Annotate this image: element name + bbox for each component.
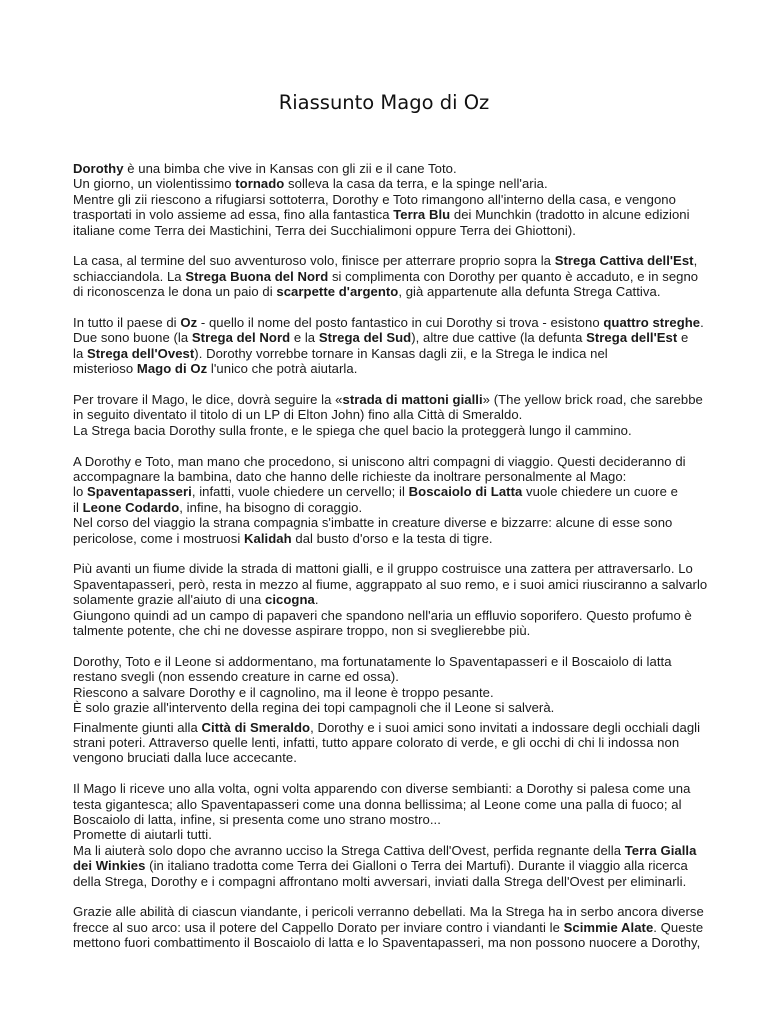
bold-term: Oz xyxy=(180,315,198,331)
paragraph xyxy=(73,315,704,377)
bold-term: Terra Blu xyxy=(393,207,451,223)
text-line: strani poteri. Attraverso quelle lenti, infatti, tutto appare colorato di verde, e gli occhi di chi li indossa non xyxy=(73,734,680,750)
paragraph xyxy=(73,561,708,639)
bold-term: Boscaiolo di Latta xyxy=(408,484,523,500)
text-line: Più avanti un fiume divide la strada di mattoni gialli, e il gruppo costruisce una zattera per attraversarlo. Lo xyxy=(73,561,693,577)
bold-term: Strega dell'Ovest xyxy=(86,345,195,361)
bold-term: Leone Codardo xyxy=(82,499,180,515)
text-line: Dorothy, Toto e il Leone si addormentano, ma fortunatamente lo Spaventapasseri e il Boscaiolo di latta xyxy=(73,653,672,669)
paragraph xyxy=(73,253,699,300)
bold-term: Strega dell'Est xyxy=(586,330,678,346)
text-line: lo Spaventapasseri, infatti, vuole chiedere un cervello; il Boscaiolo di Latta vuole chiedere un cuore e xyxy=(73,484,678,500)
text-line: vengono bruciati dalla luce accecante. xyxy=(73,750,297,766)
text-line: in seguito diventato il titolo di un LP di Elton John) fino alla Città di Smeraldo. xyxy=(73,407,523,423)
bold-term: Strega del Nord xyxy=(191,330,291,346)
text-line: In tutto il paese di Oz - quello il nome del posto fantastico in cui Dorothy si trova - esistono quattro streghe. xyxy=(73,315,704,331)
paragraph xyxy=(73,781,695,889)
text-line: accompagnare la bambina, dato che hanno delle richieste da inoltrare personalmente al Mago: xyxy=(73,469,627,485)
text-line: schiacciandola. La Strega Buona del Nord si complimenta con Dorothy per quanto è accaduto, e in segno xyxy=(73,268,699,284)
text-line: Dorothy è una bimba che vive in Kansas con gli zii e il cane Toto. xyxy=(73,161,457,176)
text-line: dei Winkies (in italiano tradotta come Terra dei Gialloni o Terra dei Martufi). Durante il viaggio alla ricerca xyxy=(73,858,688,874)
bold-term: tornado xyxy=(235,176,285,192)
text-line: frecce al suo arco: usa il potere del Cappello Dorato per inviare contro i viandanti le Scimmie Alate. Queste xyxy=(73,919,704,935)
paragraph xyxy=(73,719,701,766)
text-line: Per trovare il Mago, le dice, dovrà seguire la «strada di mattoni gialli» (The yellow brick road, che sarebbe xyxy=(73,392,703,408)
text-line: Ma li aiuterà solo dopo che avranno ucciso la Strega Cattiva dell'Ovest, perfida regnante della Terra Gialla xyxy=(73,842,697,858)
text-line: Promette di aiutarli tutti. xyxy=(73,827,212,843)
bold-term: Scimmie Alate xyxy=(563,919,654,935)
text-line: talmente potente, che chi ne dovesse aspirare troppo, non si sveglierebbe più. xyxy=(73,623,531,639)
text-line: Giungono quindi ad un campo di papaveri che spandono nell'aria un effluvio soporifero. Questo profumo è xyxy=(73,607,692,623)
text-line: La casa, al termine del suo avventuroso volo, finisce per atterrare proprio sopra la Strega Cattiva dell'Est, xyxy=(73,253,698,269)
bold-term: Terra Gialla xyxy=(624,842,697,858)
text-line: restano svegli (non essendo creature in carne ed ossa). xyxy=(73,669,399,685)
text-line: mettono fuori combattimento il Boscaiolo di latta e lo Spaventapasseri, ma non possono nuocere a Dorothy, xyxy=(73,935,701,951)
text-line: A Dorothy e Toto, man mano che procedono, si uniscono altri compagni di viaggio. Questi decideranno di xyxy=(73,453,686,469)
text-line: È solo grazie all'intervento della regina dei topi campagnoli che il Leone si salverà. xyxy=(73,700,555,716)
paragraph xyxy=(73,904,704,951)
text-line: La Strega bacia Dorothy sulla fronte, e le spiega che quel bacio la proteggerà lungo il cammino. xyxy=(73,422,632,438)
text-line: Finalmente giunti alla Città di Smeraldo, Dorothy e i suoi amici sono invitati a indossare degli occhiali dagli xyxy=(73,719,701,735)
text-line: di riconoscenza le dona un paio di scarpette d'argento, già appartenute alla defunta Strega Cattiva. xyxy=(73,284,661,300)
text-line: il Leone Codardo, infine, ha bisogno di coraggio. xyxy=(73,499,363,515)
bold-term: Mago di Oz xyxy=(136,361,208,377)
bold-term: Spaventapasseri xyxy=(86,484,192,500)
text-line: Nel corso del viaggio la strana compagnia s'imbatte in creature diverse e bizzarre: alcune di esse sono xyxy=(73,515,673,531)
text-line: pericolose, come i mostruosi Kalidah dal busto d'orso e la testa di tigre. xyxy=(73,530,493,546)
text-line: misterioso Mago di Oz l'unico che potrà aiutarla. xyxy=(73,361,358,377)
paragraph xyxy=(73,654,695,716)
bold-term: Kalidah xyxy=(244,530,292,546)
text-line: Riescono a salvare Dorothy e il cagnolino, ma il leone è troppo pesante. xyxy=(73,684,494,700)
bold-term: Strega Cattiva dell'Est xyxy=(554,253,694,269)
text-line: Due sono buone (la Strega del Nord e la Strega del Sud), altre due cattive (la defunta Strega dell'Est e xyxy=(73,330,689,346)
text-line: Il Mago li riceve uno alla volta, ogni volta apparendo con diverse sembianti: a Dorothy si palesa come una xyxy=(73,781,691,797)
text-line: Mentre gli zii riescono a rifugiarsi sottoterra, Dorothy e Toto rimangono all'interno della casa, e vengono xyxy=(73,191,676,207)
paragraph xyxy=(73,392,703,438)
bold-term: quattro streghe xyxy=(603,315,701,331)
text-line: Spaventapasseri, però, resta in mezzo al fiume, aggrappato al suo remo, e i suoi amici riusciranno a salvarlo xyxy=(73,576,708,592)
text-line: trasportati in volo assieme ad essa, fino alla fantastica Terra Blu dei Munchkin (tradotto in alcune edizioni xyxy=(73,207,690,223)
text-line: Un giorno, un violentissimo tornado solleva la casa da terra, e la spinge nell'aria. xyxy=(73,176,548,192)
text-line: Boscaiolo di latta, infine, si presenta come uno strano mostro... xyxy=(73,811,441,827)
document-body xyxy=(73,161,708,951)
text-line: la Strega dell'Ovest). Dorothy vorrebbe tornare in Kansas dagli zii, e la Strega le indica nel xyxy=(73,345,608,361)
bold-term: Città di Smeraldo xyxy=(201,719,311,735)
bold-term: dei Winkies xyxy=(73,858,146,874)
text-line: italiane come Terra dei Mastichini, Terra dei Succhialimoni oppure Terra dei Ghiottoni). xyxy=(73,222,576,238)
document-title: Riassunto Mago di Oz xyxy=(278,91,490,114)
bold-term: cicogna xyxy=(265,592,315,608)
text-line: Grazie alle abilità di ciascun viandante, i pericoli verranno debellati. Ma la Strega ha in serbo ancora diverse xyxy=(73,904,704,920)
text-line: solamente grazie all'aiuto di una cicogna. xyxy=(73,592,319,608)
text-line: della Strega, Dorothy e i compagni affrontano molti avversari, inviati dalla Strega dell'Ovest per eliminarli. xyxy=(73,873,687,889)
bold-term: Strega Buona del Nord xyxy=(185,268,329,284)
paragraph xyxy=(73,161,695,238)
bold-term: scarpette d'argento xyxy=(276,284,399,300)
paragraph xyxy=(73,454,695,546)
bold-term: strada di mattoni gialli xyxy=(342,392,483,408)
bold-term: Dorothy xyxy=(73,161,124,176)
bold-term: Strega del Sud xyxy=(318,330,412,346)
text-line: testa gigantesca; allo Spaventapasseri come una donna bellissima; al Leone come una palla di fuoco; al xyxy=(73,796,682,812)
